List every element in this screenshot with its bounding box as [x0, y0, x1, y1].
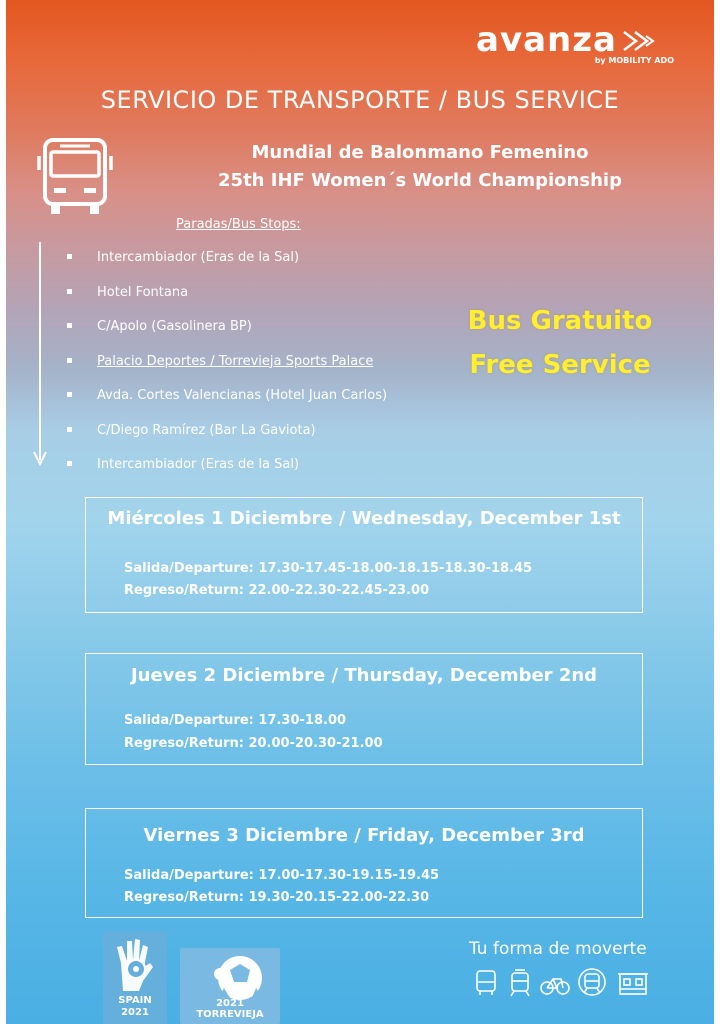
- bullet-icon: [67, 461, 72, 466]
- schedule-day: Viernes 3 Diciembre / Friday, December 3rd: [143, 825, 585, 846]
- page-title: SERVICIO DE TRANSPORTE / BUS SERVICE: [100, 86, 620, 114]
- stop-label: Intercambiador (Eras de la Sal): [97, 250, 300, 265]
- transport-modes: [474, 968, 654, 998]
- left-margin: [0, 0, 6, 1024]
- departure-times: Salida/Departure: 17.30-17.45-18.00-18.15-18.30-18.45: [124, 561, 533, 576]
- bullet-icon: [67, 392, 72, 397]
- stops-heading: Paradas/Bus Stops:: [176, 217, 301, 232]
- schedule-day: Miércoles 1 Diciembre / Wednesday, December 1st: [107, 508, 621, 529]
- handball-icon: [180, 948, 280, 1000]
- badge-torrevieja-year: 2021: [216, 998, 244, 1009]
- logo-wordmark: avanza: [476, 20, 617, 60]
- bullet-icon: [67, 358, 72, 363]
- event-title-es: Mundial de Balonmano Femenino: [251, 142, 589, 163]
- stop-label: C/Diego Ramírez (Bar La Gaviota): [97, 422, 316, 438]
- schedule-day: Jueves 2 Diciembre / Thursday, December 2nd: [130, 665, 598, 686]
- free-bus-label-en: Free Service: [469, 350, 651, 380]
- tram-icon: [511, 970, 529, 996]
- return-times: Regreso/Return: 19.30-20.15-22.00-22.30: [124, 890, 430, 905]
- schedule-box: [85, 808, 643, 918]
- bullet-icon: [67, 427, 72, 432]
- badge-spain-year: 2021: [121, 1007, 149, 1018]
- bullet-icon: [67, 323, 72, 328]
- brand-tagline: Tu forma de moverte: [469, 939, 647, 959]
- logo-subtitle: by MOBILITY ADO: [594, 56, 674, 65]
- torrevieja-2021-logo: [180, 948, 280, 1024]
- departure-times: Salida/Departure: 17.00-17.30-19.15-19.45: [124, 868, 440, 883]
- badge-spain-text: SPAIN: [118, 995, 152, 1006]
- stop-label: Intercambiador (Eras de la Sal): [97, 457, 300, 472]
- bicycle-icon: [541, 979, 569, 994]
- bus-icon: [36, 134, 114, 218]
- schedule-box: [85, 497, 643, 613]
- station-icon: [618, 974, 648, 994]
- badge-torrevieja-text: TORREVIEJA: [196, 1009, 264, 1020]
- stop-label: Avda. Cortes Valencianas (Hotel Juan Carlos): [97, 388, 388, 403]
- schedule-box: [85, 653, 643, 765]
- right-margin: [714, 0, 720, 1024]
- return-times: Regreso/Return: 22.00-22.30-22.45-23.00: [124, 583, 430, 598]
- stop-label: Hotel Fontana: [97, 284, 189, 300]
- train-icon: [579, 969, 605, 995]
- avanza-logo: [476, 20, 676, 76]
- bullet-icon: [67, 254, 72, 259]
- return-times: Regreso/Return: 20.00-20.30-21.00: [124, 736, 383, 751]
- event-title-en: 25th IHF Women´s World Championship: [218, 170, 622, 191]
- bullet-icon: [67, 289, 72, 294]
- bus-icon: [477, 971, 495, 995]
- stop-label: Palacio Deportes / Torrevieja Sports Palace: [97, 353, 374, 369]
- spain-2021-logo: [103, 931, 167, 1024]
- logo-chevron-icon: [622, 28, 662, 54]
- route-arrow-icon: [32, 242, 48, 466]
- stop-label: C/Apolo (Gasolinera BP): [97, 319, 252, 334]
- free-bus-label-es: Bus Gratuito: [467, 306, 653, 336]
- departure-times: Salida/Departure: 17.30-18.00: [124, 713, 347, 728]
- handball-hand-icon: [103, 933, 167, 995]
